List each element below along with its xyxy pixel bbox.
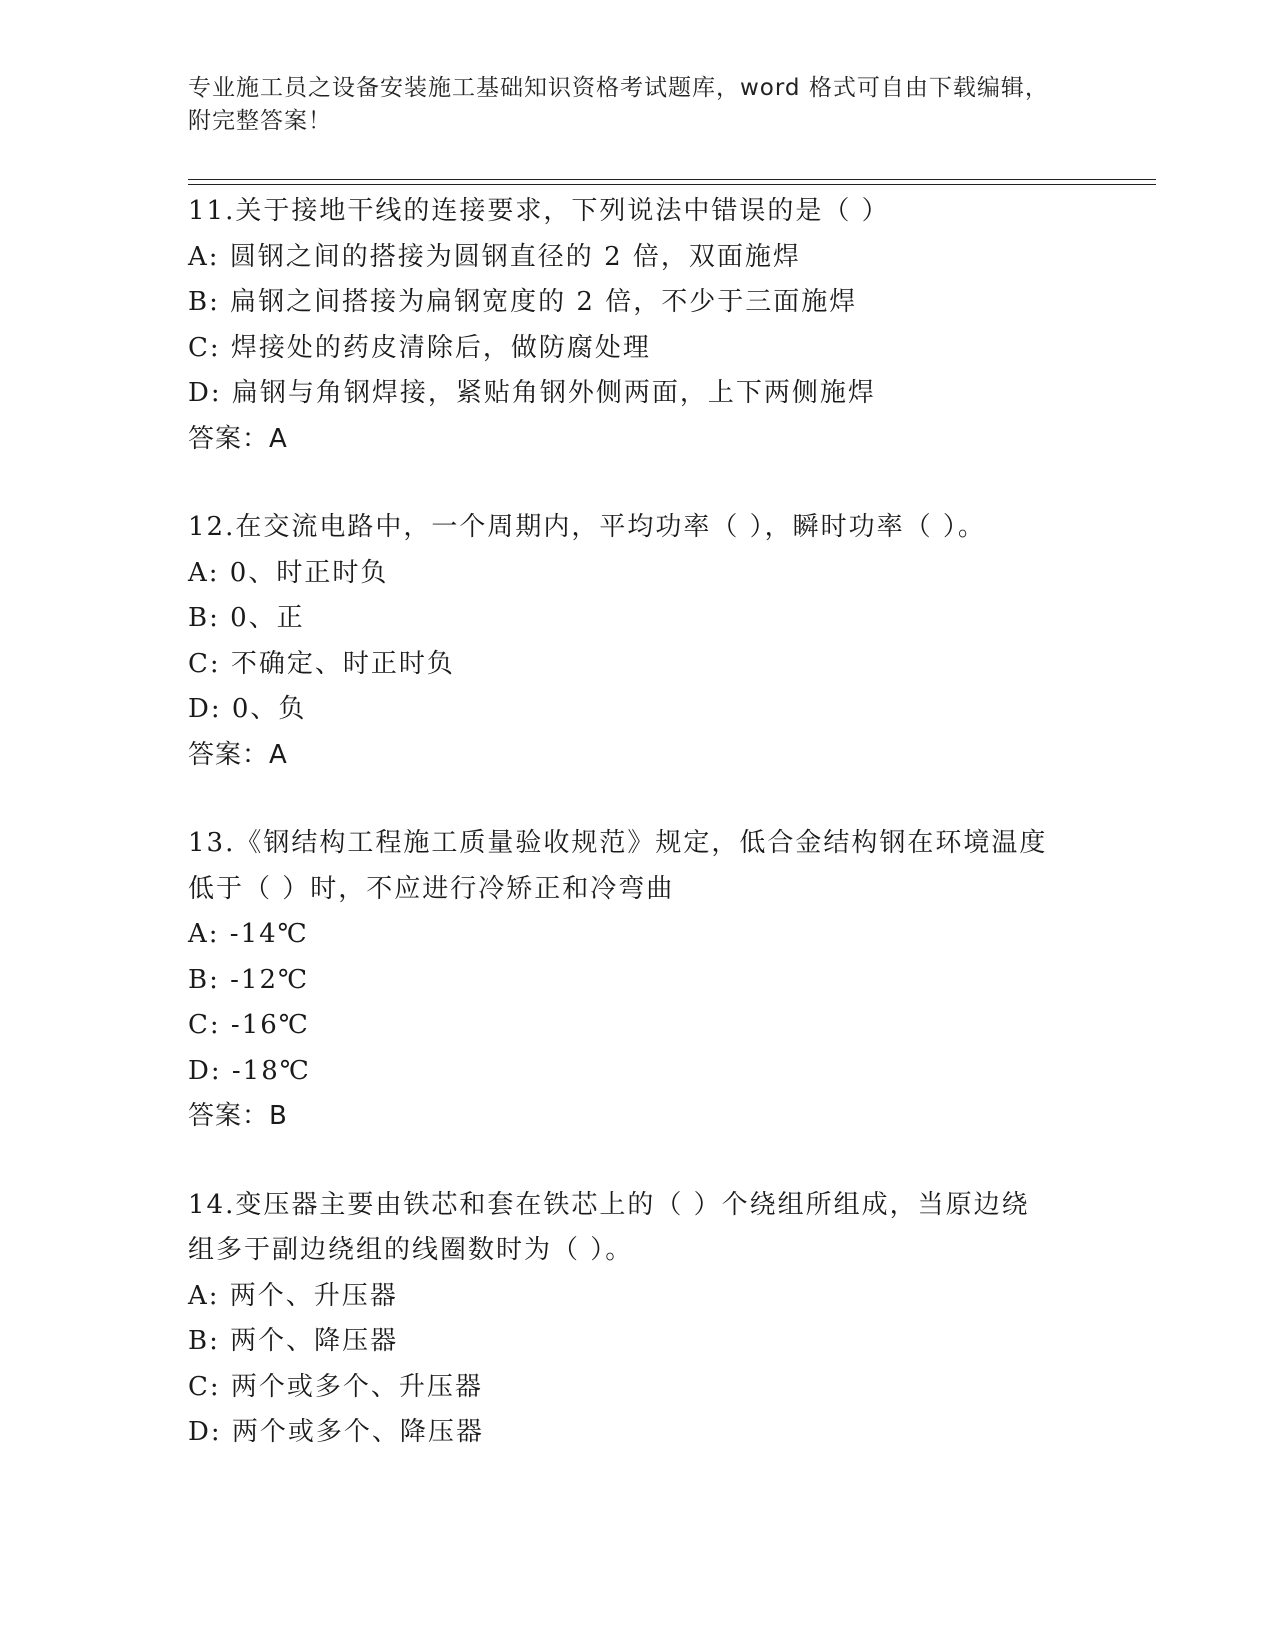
question-stem-line-1: 13.《钢结构工程施工质量验收规范》规定，低合金结构钢在环境温度	[188, 828, 1048, 858]
question-stem: 12.在交流电路中，一个周期内，平均功率（ ），瞬时功率（ ）。	[188, 512, 986, 542]
question-14	[188, 1183, 1156, 1456]
option-c: C: 不确定、时正时负	[188, 648, 455, 679]
option-d: D: 0、负	[188, 694, 307, 724]
option-c: C: -16℃	[188, 1010, 310, 1040]
question-stem-line-2: 组多于副边绕组的线圈数时为（ ）。	[188, 1235, 634, 1265]
option-a: A: 圆钢之间的搭接为圆钢直径的 2 倍，双面施焊	[188, 241, 801, 272]
option-b: B: 0、正	[188, 603, 305, 633]
option-a: A: 两个、升压器	[188, 1280, 398, 1311]
document-header	[188, 72, 1088, 138]
option-a: A: -14℃	[188, 919, 309, 949]
option-d: D: -18℃	[188, 1055, 311, 1086]
option-d: D: 扁钢与角钢焊接，紧贴角钢外侧两面，上下两侧施焊	[188, 378, 876, 408]
question-list	[188, 189, 1156, 1499]
header-line-2: 附完整答案！	[188, 108, 332, 134]
question-stem-line-1: 14.变压器主要由铁芯和套在铁芯上的（ ）个绕组所组成，当原边绕	[188, 1189, 1030, 1220]
header-divider-bottom	[188, 184, 1156, 185]
option-a: A: 0、时正时负	[188, 557, 389, 588]
answer: 答案：A	[188, 739, 288, 770]
option-d: D: 两个或多个、降压器	[188, 1417, 484, 1447]
option-c: C: 焊接处的药皮清除后，做防腐处理	[188, 332, 651, 363]
answer: 答案：A	[188, 423, 288, 454]
question-13	[188, 821, 1156, 1140]
question-11	[188, 189, 1156, 462]
option-b: B: 扁钢之间搭接为扁钢宽度的 2 倍，不少于三面施焊	[188, 287, 858, 317]
question-12	[188, 505, 1156, 778]
question-stem: 11.关于接地干线的连接要求，下列说法中错误的是（ ）	[188, 196, 890, 226]
option-c: C: 两个或多个、升压器	[188, 1371, 483, 1402]
option-b: B: -12℃	[188, 964, 310, 995]
question-stem-line-2: 低于（ ）时，不应进行冷矫正和冷弯曲	[188, 873, 675, 904]
option-b: B: 两个、降压器	[188, 1326, 399, 1356]
header-line-1: 专业施工员之设备安装施工基础知识资格考试题库，word 格式可自由下载编辑，	[188, 75, 1049, 101]
header-divider-top	[188, 179, 1156, 180]
answer: 答案：B	[188, 1101, 288, 1131]
